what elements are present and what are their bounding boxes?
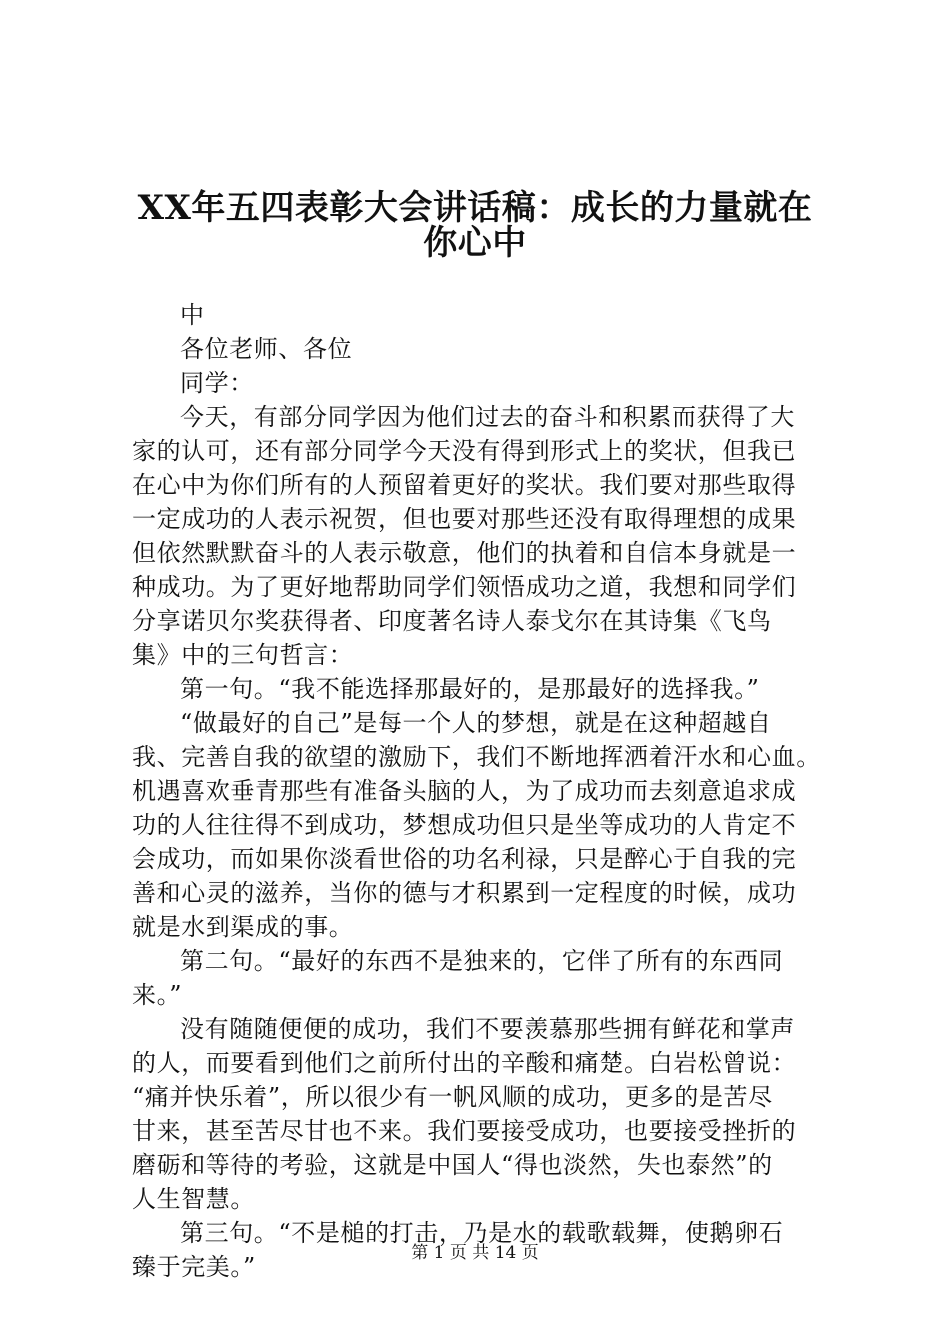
text-line: 种成功。为了更好地帮助同学们领悟成功之道，我想和同学们 — [132, 573, 797, 601]
text-line: 第一句。“我不能选择那最好的，是那最好的选择我。” — [180, 675, 760, 703]
text-line: “做最好的自己”是每一个人的梦想，就是在这种超越自 — [180, 709, 772, 737]
text-line: 家的认可，还有部分同学今天没有得到形式上的奖状，但我已 — [132, 437, 797, 465]
text-line: 各位老师、各位 — [180, 335, 353, 363]
text-line: 磨砺和等待的考验，这就是中国人“得也淡然，失也泰然”的 — [132, 1151, 773, 1179]
page-title-line-1: XX年五四表彰大会讲话稿：成长的力量就在 — [137, 188, 813, 228]
text-line: 中 — [180, 301, 205, 329]
document-body — [132, 298, 832, 1284]
text-line: 今天，有部分同学因为他们过去的奋斗和积累而获得了大 — [180, 403, 795, 431]
text-line: 善和心灵的滋养，当你的德与才积累到一定程度的时候，成功 — [132, 879, 797, 907]
text-line: 机遇喜欢垂青那些有准备头脑的人，为了成功而去刻意追求成 — [132, 777, 797, 805]
text-line: 来。” — [132, 981, 183, 1009]
text-line: 集》中的三句哲言： — [132, 641, 354, 669]
text-line: 但依然默默奋斗的人表示敬意，他们的执着和自信本身就是一 — [132, 539, 797, 567]
text-line: “痛并快乐着”，所以很少有一帆风顺的成功，更多的是苦尽 — [132, 1083, 773, 1111]
text-line: 第三句。“不是槌的打击，乃是水的载歌载舞，使鹅卵石 — [180, 1219, 784, 1247]
text-line: 我、完善自我的欲望的激励下，我们不断地挥洒着汗水和心血。 — [132, 743, 821, 771]
text-line: 功的人往往得不到成功，梦想成功但只是坐等成功的人肯定不 — [132, 811, 797, 839]
text-line: 第二句。“最好的东西不是独来的，它伴了所有的东西同 — [180, 947, 784, 975]
text-line: 在心中为你们所有的人预留着更好的奖状。我们要对那些取得 — [132, 471, 797, 499]
text-line: 的人，而要看到他们之前所付出的辛酸和痛楚。白岩松曾说： — [132, 1049, 797, 1077]
text-line: 没有随随便便的成功，我们不要羡慕那些拥有鲜花和掌声 — [180, 1015, 795, 1043]
text-line: 一定成功的人表示祝贺，但也要对那些还没有取得理想的成果 — [132, 505, 797, 533]
text-line: 同学： — [180, 369, 254, 397]
page-footer: 第 1 页 共 14 页 — [411, 1243, 539, 1263]
page-title-line-2: 你心中 — [423, 223, 527, 263]
text-line: 人生智慧。 — [132, 1185, 255, 1213]
text-line: 臻于完美。” — [132, 1253, 256, 1281]
text-line: 分享诺贝尔奖获得者、印度著名诗人泰戈尔在其诗集《飞鸟 — [132, 607, 772, 635]
text-line: 会成功，而如果你淡看世俗的功名利禄，只是醉心于自我的完 — [132, 845, 797, 873]
text-line: 就是水到渠成的事。 — [132, 913, 354, 941]
text-line: 甘来，甚至苦尽甘也不来。我们要接受成功，也要接受挫折的 — [132, 1117, 797, 1145]
